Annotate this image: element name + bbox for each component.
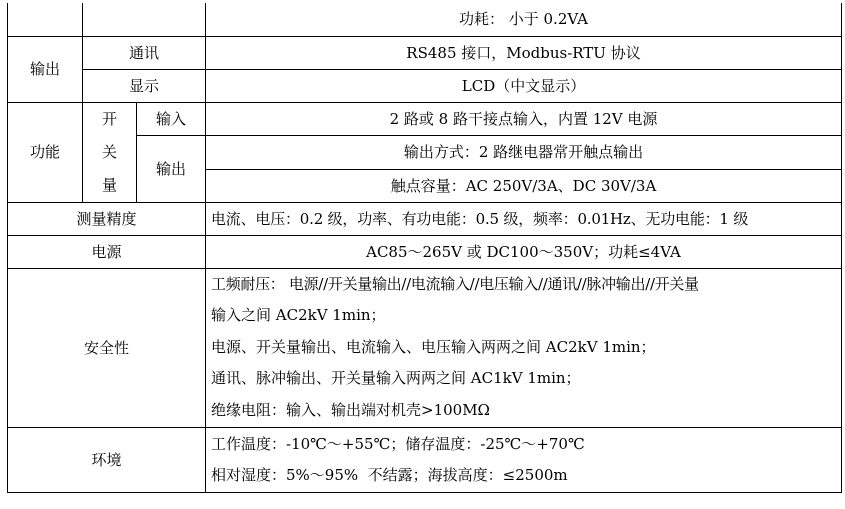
- safety-line: 电源、开关量输出、电流输入、电压输入两两之间 AC2kV 1min；: [211, 337, 656, 356]
- safety-line: 通讯、脉冲输出、开关量输入两两之间 AC1kV 1min；: [211, 369, 581, 388]
- table-row: [8, 427, 842, 492]
- accuracy-label: 测量精度: [8, 202, 206, 235]
- empty-cell: [8, 3, 83, 36]
- table-row: [8, 69, 842, 102]
- env-line: 工作温度：-10℃～+55℃；储存温度：-25℃～+70℃: [211, 434, 585, 453]
- switch-output-mode-value: 输出方式：2 路继电器常开触点输出: [206, 135, 842, 169]
- switch-output-label: 输出: [137, 135, 206, 202]
- spec-table: [7, 3, 842, 493]
- env-line: 相对湿度：5%～95% 不结露；海拔高度：≤2500m: [211, 465, 568, 484]
- function-label: 功能: [8, 102, 83, 202]
- safety-line: 工频耐压： 电源//开关量输出//电流输入//电压输入//通讯//脉冲输出//开关量: [211, 274, 699, 293]
- env-value: [206, 427, 842, 492]
- display-label: 显示: [83, 69, 206, 102]
- switch-char: 关: [101, 142, 117, 161]
- switch-output-capacity-value: 触点容量：AC 250V/3A、DC 30V/3A: [206, 169, 842, 202]
- safety-line: 绝缘电阻：输入、输出端对机壳>100MΩ: [211, 400, 490, 419]
- output-label: 输出: [8, 36, 83, 102]
- table-row: [8, 3, 842, 36]
- switch-char: 量: [101, 175, 117, 194]
- display-value: LCD（中文显示）: [206, 69, 842, 102]
- empty-cell: [83, 3, 206, 36]
- safety-line: 输入之间 AC2kV 1min；: [211, 306, 386, 325]
- safety-label: 安全性: [8, 268, 206, 427]
- safety-value: [206, 268, 842, 427]
- table-row: [8, 268, 842, 427]
- switch-char: 开: [101, 109, 117, 128]
- table-row: [8, 102, 842, 135]
- table-row: [8, 36, 842, 69]
- switch-input-label: 输入: [137, 102, 206, 135]
- accuracy-value: 电流、电压：0.2 级，功率、有功电能：0.5 级，频率：0.01Hz、无功电能：1 级: [206, 202, 842, 235]
- power-consumption-value: 功耗： 小于 0.2VA: [206, 3, 842, 36]
- comm-value: RS485 接口，Modbus-RTU 协议: [206, 36, 842, 69]
- power-value: AC85～265V 或 DC100～350V；功耗≤4VA: [206, 235, 842, 268]
- comm-label: 通讯: [83, 36, 206, 69]
- table-row: [8, 235, 842, 268]
- power-label: 电源: [8, 235, 206, 268]
- switch-input-value: 2 路或 8 路干接点输入，内置 12V 电源: [206, 102, 842, 135]
- table-row: [8, 202, 842, 235]
- env-label: 环境: [8, 427, 206, 492]
- switch-label: [83, 102, 137, 202]
